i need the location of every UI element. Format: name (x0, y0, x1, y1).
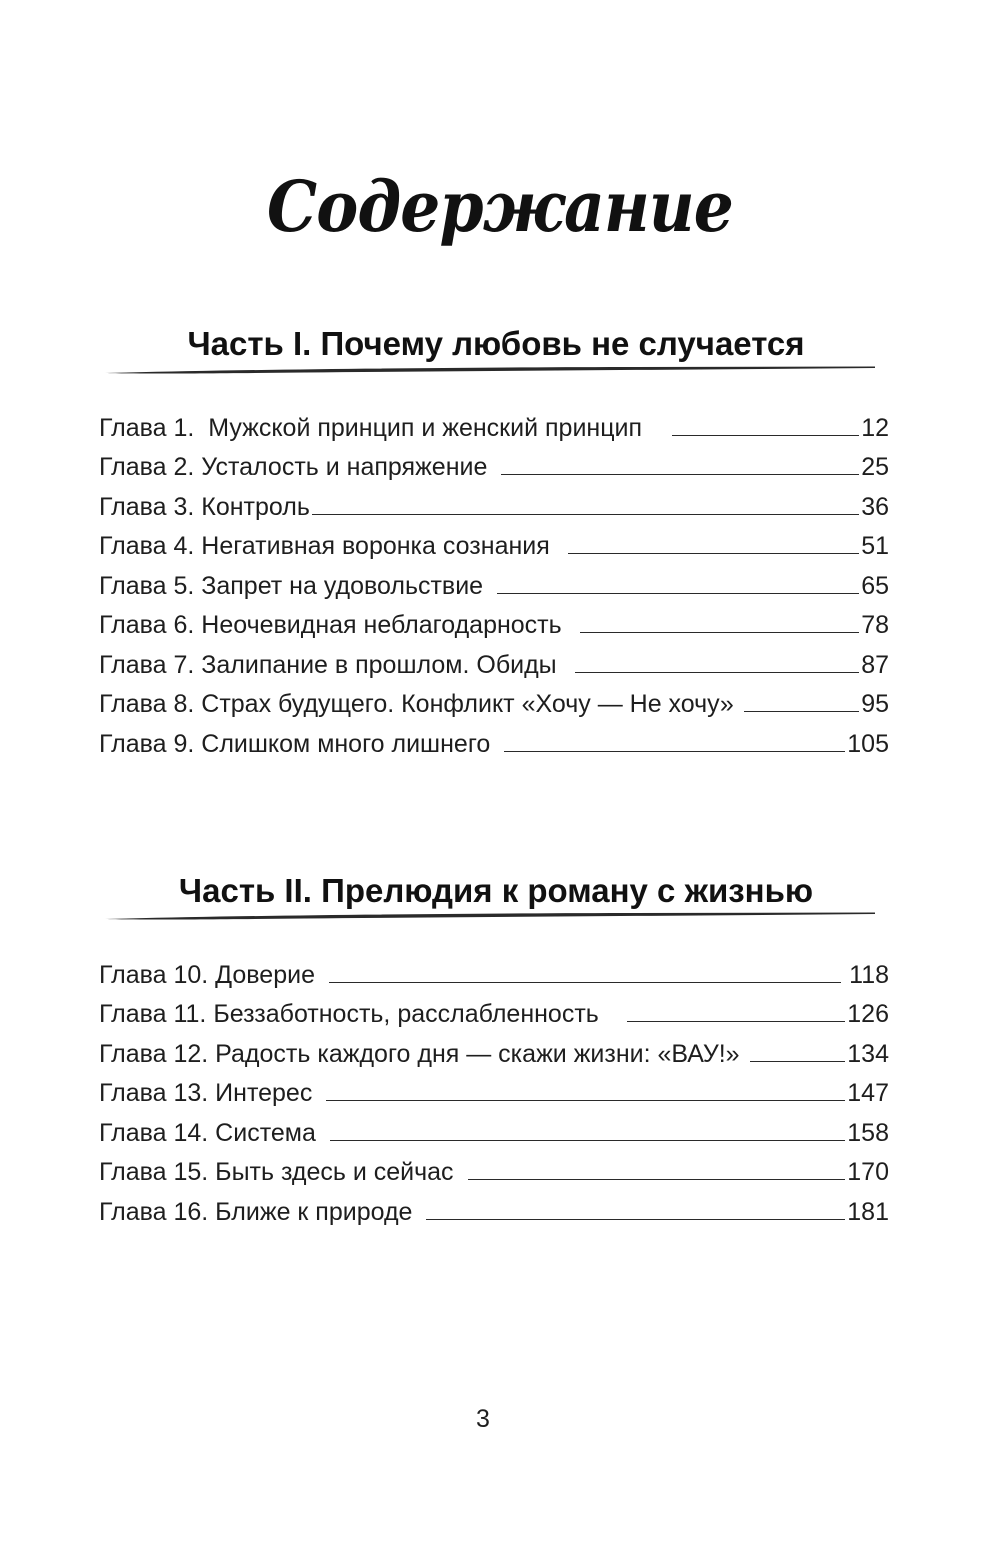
chapter-title: Глава 1. Мужской принцип и женский принцип (99, 413, 643, 442)
part-1-chapter-list (99, 401, 889, 757)
chapter-page-number: 78 (861, 611, 889, 639)
page-title: Содержание (266, 165, 734, 248)
chapter-title: Глава 6. Неочевидная неблагодарность (99, 611, 562, 639)
toc-entry-chapter-4[interactable] (99, 520, 889, 560)
part-1-underline (105, 365, 875, 377)
toc-entry-chapter-7[interactable] (99, 638, 889, 678)
chapter-page-number: 118 (849, 960, 889, 989)
toc-entry-chapter-14[interactable] (99, 1106, 889, 1146)
dot-leader (426, 1219, 845, 1220)
chapter-title: Глава 12. Радость каждого дня — скажи жизни: «ВАУ!» (99, 1039, 740, 1068)
chapter-page-number: 181 (847, 1197, 889, 1226)
toc-entry-chapter-11[interactable] (99, 988, 889, 1028)
toc-entry-chapter-3[interactable] (99, 480, 889, 520)
dot-leader (312, 514, 859, 515)
toc-entry-chapter-10[interactable] (99, 948, 889, 988)
toc-entry-chapter-16[interactable] (99, 1185, 889, 1225)
chapter-title: Глава 3. Контроль (99, 492, 310, 521)
chapter-title: Глава 4. Негативная воронка сознания (99, 532, 550, 560)
toc-entry-chapter-12[interactable] (99, 1027, 889, 1067)
toc-entry-chapter-1[interactable] (99, 401, 889, 441)
dot-leader (568, 553, 859, 554)
chapter-page-number: 36 (861, 492, 889, 521)
chapter-page-number: 126 (847, 1000, 889, 1028)
toc-entry-chapter-13[interactable] (99, 1067, 889, 1107)
dot-leader (580, 632, 860, 633)
chapter-title: Глава 5. Запрет на удовольствие (99, 571, 484, 600)
chapter-page-number: 65 (861, 571, 889, 600)
page-number: 3 (476, 1405, 490, 1433)
part-1-heading: Часть I. Почему любовь не случается (187, 325, 805, 362)
chapter-page-number: 105 (847, 729, 889, 758)
chapter-title: Глава 10. Доверие (99, 960, 315, 989)
chapter-page-number: 12 (861, 413, 889, 442)
chapter-page-number: 170 (847, 1158, 889, 1186)
toc-entry-chapter-6[interactable] (99, 599, 889, 639)
part-2-chapter-list (99, 948, 889, 1225)
dot-leader (750, 1061, 846, 1062)
dot-leader (575, 672, 860, 673)
part-2-heading: Часть II. Прелюдия к роману с жизнью (178, 872, 814, 909)
chapter-title: Глава 16. Ближе к природе (99, 1197, 413, 1226)
chapter-title: Глава 13. Интерес (99, 1079, 313, 1107)
chapter-title: Глава 9. Слишком много лишнего (99, 729, 491, 758)
dot-leader (672, 435, 859, 436)
chapter-page-number: 51 (861, 532, 889, 560)
chapter-page-number: 134 (847, 1039, 889, 1068)
chapter-title: Глава 11. Беззаботность, расслабленность (99, 1000, 599, 1028)
part-2-underline (105, 911, 875, 923)
dot-leader (497, 593, 859, 594)
toc-entry-chapter-8[interactable] (99, 678, 889, 718)
toc-entry-chapter-15[interactable] (99, 1146, 889, 1186)
dot-leader (330, 1140, 845, 1141)
dot-leader (326, 1100, 845, 1101)
dot-leader (504, 751, 845, 752)
toc-entry-chapter-2[interactable] (99, 441, 889, 481)
dot-leader (468, 1179, 846, 1180)
toc-entry-chapter-5[interactable] (99, 559, 889, 599)
chapter-title: Глава 8. Страх будущего. Конфликт «Хочу — Не хочу» (99, 690, 734, 718)
toc-entry-chapter-9[interactable] (99, 717, 889, 757)
chapter-page-number: 147 (847, 1079, 889, 1107)
dot-leader (329, 982, 841, 983)
chapter-title: Глава 15. Быть здесь и сейчас (99, 1158, 454, 1186)
chapter-title: Глава 2. Усталость и напряжение (99, 453, 488, 481)
chapter-page-number: 158 (847, 1118, 889, 1147)
chapter-page-number: 25 (861, 453, 889, 481)
chapter-page-number: 95 (861, 690, 889, 718)
dot-leader (744, 711, 859, 712)
chapter-title: Глава 7. Залипание в прошлом. Обиды (99, 650, 557, 679)
dot-leader (501, 474, 859, 475)
chapter-page-number: 87 (861, 650, 889, 679)
chapter-title: Глава 14. Система (99, 1118, 316, 1147)
dot-leader (627, 1021, 845, 1022)
